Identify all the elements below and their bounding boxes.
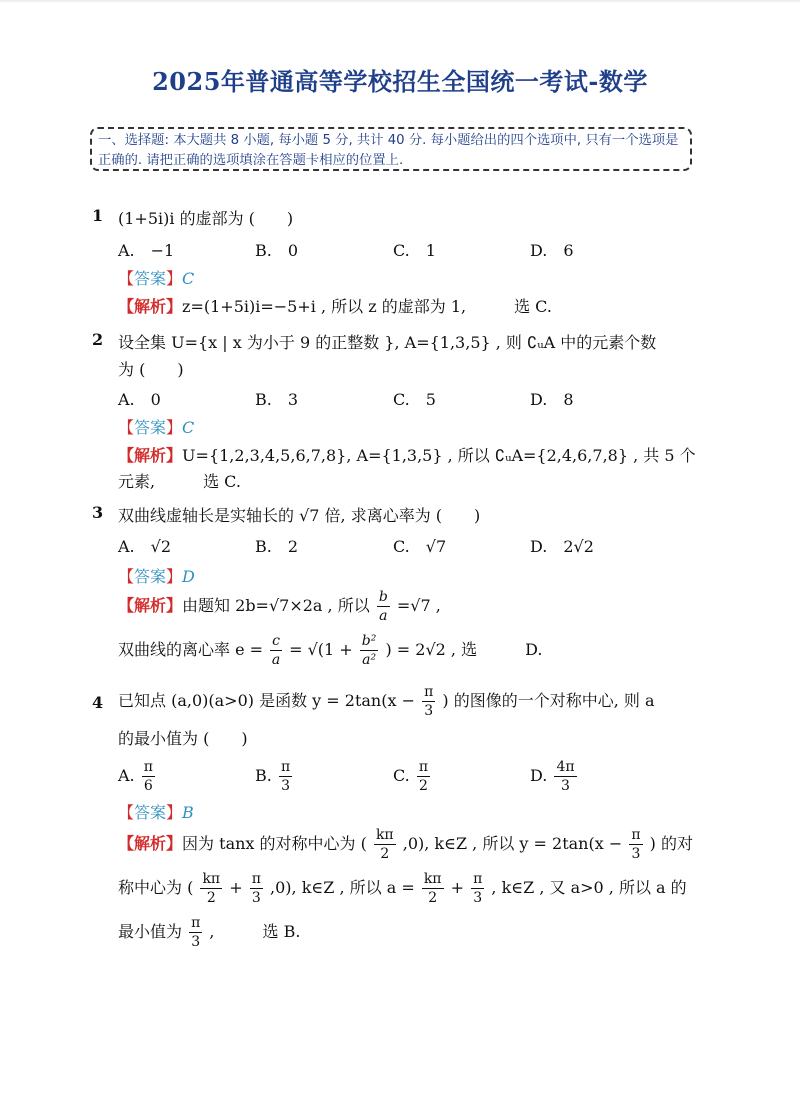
analysis-text: 由题知 2b=√7×2a , 所以 <box>182 596 370 615</box>
analysis-text: , k∈Z , 又 a>0 , 所以 a 的 <box>491 878 687 897</box>
answer-value: B <box>182 803 194 822</box>
answer-label: 答案 <box>134 269 167 288</box>
option-c: C. 1 <box>393 241 436 260</box>
question-number: 3 <box>92 503 104 522</box>
fraction-numerator: π <box>191 915 201 931</box>
analysis-text: ) = 2√2 , 选 D. <box>385 640 543 659</box>
option-a: A. 0 <box>118 390 161 409</box>
fraction-numerator: π <box>473 871 483 887</box>
fraction-denominator: 3 <box>281 778 290 794</box>
fraction-numerator: c <box>272 633 280 649</box>
analysis-text: ,0), k∈Z , 所以 y = 2tan(x − <box>402 834 623 853</box>
answer-bracket-close: 】 <box>166 269 183 288</box>
analysis-bracket-open: 【 <box>118 446 135 465</box>
option-c: C. 5 <box>393 390 436 409</box>
fraction-denominator: a <box>271 652 281 668</box>
answer-bracket-open: 【 <box>118 803 135 822</box>
analysis-label: 解析 <box>134 596 167 615</box>
analysis-label: 解析 <box>134 834 167 853</box>
option-d <box>530 760 579 793</box>
plus-sign: + <box>450 878 465 897</box>
fraction <box>417 760 430 793</box>
analysis-text: ) 的对 <box>649 834 693 853</box>
analysis-text: ,0), k∈Z , 所以 a = <box>270 878 415 897</box>
fraction-numerator: kπ <box>423 871 442 887</box>
stem-text: 已知点 (a,0)(a>0) 是函数 y = 2tan(x − <box>118 691 415 710</box>
option-d: D. 8 <box>530 390 574 409</box>
fraction <box>374 828 396 861</box>
answer-value: C <box>182 269 195 288</box>
question-stem <box>118 685 655 718</box>
question-stem-cont: 的最小值为 ( ) <box>118 729 248 748</box>
analysis-bracket-open: 【 <box>118 596 135 615</box>
analysis-text: =√7 , <box>396 596 441 615</box>
instructions-box: 一、选择题: 本大题共 8 小题, 每小题 5 分, 共计 40 分. 每小题给出的四个选项中, 只有一个选项是正确的. 请把正确的选项填涂在答题卡相应的位置上. <box>90 127 692 171</box>
option-c: C. √7 <box>393 537 447 556</box>
fraction <box>471 872 484 905</box>
fraction-denominator: 2 <box>206 890 216 906</box>
answer-bracket-close: 】 <box>166 803 183 822</box>
analysis-text: 最小值为 <box>118 922 183 941</box>
analysis-text: 双曲线的离心率 e = <box>118 640 264 659</box>
answer-value: D <box>182 567 195 586</box>
fraction <box>189 916 202 949</box>
fraction-denominator: 3 <box>561 778 570 794</box>
fraction <box>360 634 379 667</box>
stem-text: ) 的图像的一个对称中心, 则 a <box>442 691 655 710</box>
answer-bracket-open: 【 <box>118 418 135 437</box>
fraction <box>279 760 292 793</box>
analysis-bracket-open: 【 <box>118 297 135 316</box>
answer-bracket-close: 】 <box>166 418 183 437</box>
option-letter: D. <box>530 766 548 785</box>
analysis-line-2 <box>118 872 687 905</box>
question-stem: 设全集 U={x | x 为小于 9 的正整数 }, A={1,3,5} , 则 ∁ᵤA 中的元素个数 <box>118 333 657 352</box>
option-b <box>255 760 294 793</box>
analysis-bracket-open: 【 <box>118 834 135 853</box>
option-letter: A. <box>118 766 135 785</box>
option-d: D. 2√2 <box>530 537 594 556</box>
page-title: 2025年普通高等学校招生全国统一考试-数学 <box>152 67 648 96</box>
analysis-bracket-close: 】 <box>166 596 183 615</box>
question-number: 4 <box>92 693 104 712</box>
analysis-text: = √(1 + <box>289 640 353 659</box>
fraction-denominator: 6 <box>143 778 153 794</box>
analysis-text: z=(1+5i)i=−5+i , 所以 z 的虚部为 1, 选 C. <box>182 297 552 316</box>
option-a: A. √2 <box>118 537 172 556</box>
analysis-line-2 <box>118 634 542 667</box>
analysis-text: , 选 B. <box>209 922 301 941</box>
analysis-text-cont: 元素, 选 C. <box>118 472 241 491</box>
analysis-line <box>118 294 552 317</box>
plus-sign: + <box>229 878 243 897</box>
fraction-denominator: a² <box>362 652 377 668</box>
fraction-numerator: π <box>418 759 429 775</box>
fraction-denominator: 3 <box>473 890 483 906</box>
fraction-denominator: 3 <box>191 934 201 950</box>
question-stem: (1+5i)i 的虚部为 ( ) <box>118 209 294 228</box>
analysis-line-3 <box>118 916 300 949</box>
option-a: A. −1 <box>118 241 175 260</box>
fraction <box>270 634 282 667</box>
fraction <box>422 685 435 718</box>
analysis-bracket-close: 】 <box>166 446 183 465</box>
fraction-denominator: 2 <box>428 890 438 906</box>
fraction-denominator: 2 <box>419 778 428 794</box>
option-c <box>393 760 432 793</box>
fraction-numerator: π <box>280 759 291 775</box>
top-edge-shadow <box>0 0 800 3</box>
question-number: 1 <box>92 206 104 225</box>
fraction-numerator: b² <box>361 633 377 649</box>
fraction-denominator: 3 <box>424 703 434 719</box>
fraction-denominator: 3 <box>251 890 261 906</box>
fraction-numerator: π <box>143 759 153 775</box>
analysis-line <box>118 443 696 466</box>
answer-line <box>118 564 195 587</box>
answer-bracket-open: 【 <box>118 269 135 288</box>
analysis-label: 解析 <box>134 446 167 465</box>
answer-label: 答案 <box>134 567 167 586</box>
question-number: 2 <box>92 330 104 349</box>
fraction-numerator: π <box>631 827 641 843</box>
answer-line <box>118 415 194 438</box>
fraction <box>142 760 155 793</box>
answer-value: C <box>182 418 195 437</box>
fraction-numerator: π <box>424 684 434 700</box>
fraction-numerator: 4π <box>556 759 575 775</box>
fraction <box>422 872 444 905</box>
fraction-denominator: 3 <box>631 846 641 862</box>
answer-label: 答案 <box>134 418 167 437</box>
analysis-text: 称中心为 ( <box>118 878 194 897</box>
analysis-bracket-close: 】 <box>166 834 183 853</box>
question-stem: 双曲线虚轴长是实轴长的 √7 倍, 求离心率为 ( ) <box>118 506 481 525</box>
fraction <box>629 828 642 861</box>
option-letter: C. <box>393 766 410 785</box>
analysis-bracket-close: 】 <box>166 297 183 316</box>
fraction-numerator: b <box>378 589 388 605</box>
fraction-numerator: kπ <box>202 871 221 887</box>
fraction <box>250 872 263 905</box>
option-b: B. 2 <box>255 537 299 556</box>
answer-line <box>118 800 194 823</box>
option-letter: B. <box>255 766 272 785</box>
analysis-line <box>118 590 441 623</box>
fraction-numerator: kπ <box>375 827 394 843</box>
analysis-text: U={1,2,3,4,5,6,7,8}, A={1,3,5} , 所以 ∁ᵤA={2,4,6,7,8} , 共 5 个 <box>182 446 696 465</box>
option-b: B. 0 <box>255 241 299 260</box>
fraction-denominator: a <box>379 608 388 624</box>
question-stem-cont: 为 ( ) <box>118 360 184 379</box>
option-d: D. 6 <box>530 241 574 260</box>
fraction <box>554 760 576 793</box>
analysis-line <box>118 828 693 861</box>
fraction-denominator: 2 <box>380 846 390 862</box>
answer-bracket-open: 【 <box>118 567 135 586</box>
fraction <box>200 872 222 905</box>
fraction <box>377 590 390 623</box>
analysis-label: 解析 <box>134 297 167 316</box>
answer-bracket-close: 】 <box>166 567 183 586</box>
answer-line <box>118 266 194 289</box>
answer-label: 答案 <box>134 803 167 822</box>
fraction-numerator: π <box>251 871 261 887</box>
option-a <box>118 760 157 793</box>
analysis-text: 因为 tanx 的对称中心为 ( <box>182 834 367 853</box>
option-b: B. 3 <box>255 390 299 409</box>
